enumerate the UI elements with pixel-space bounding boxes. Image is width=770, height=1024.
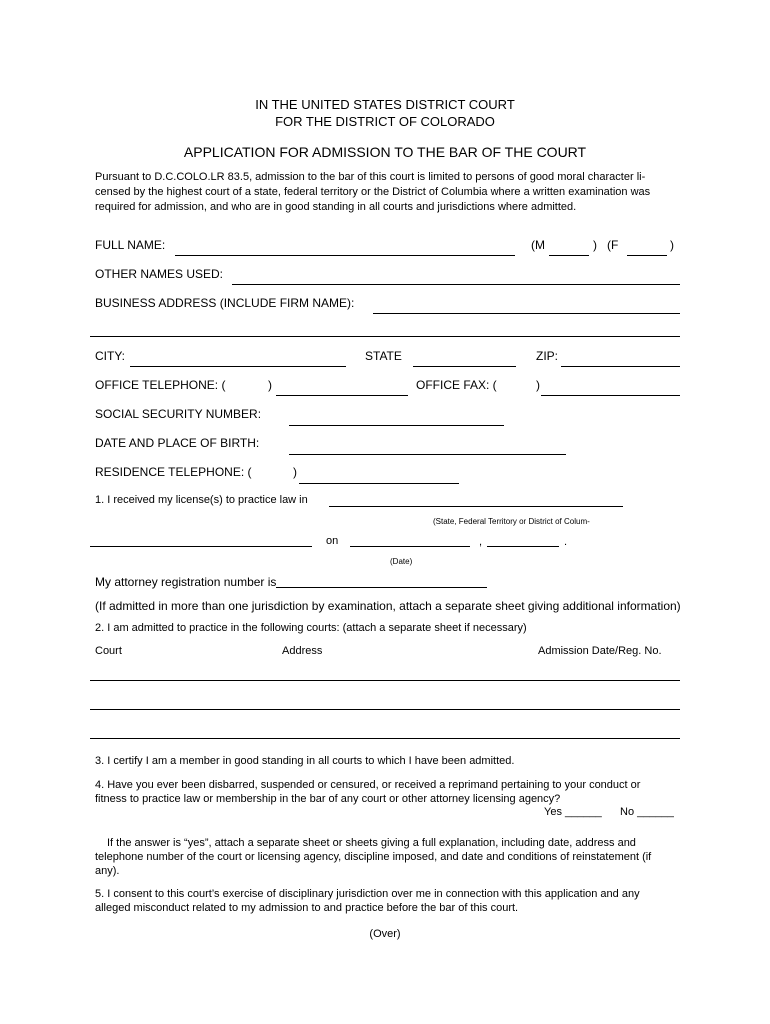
zip-label: ZIP: <box>536 349 559 363</box>
business-address-field[interactable] <box>373 313 680 314</box>
section4-line-1: 4. Have you ever been disbarred, suspended or censured, or received a reprimand pertaining to your conduct or <box>95 779 641 791</box>
f-field[interactable] <box>627 255 667 256</box>
business-address-label: BUSINESS ADDRESS (INCLUDE FIRM NAME): <box>95 296 355 310</box>
section5-line-2: alleged misconduct related to my admission to and practice before the bar of this court. <box>95 902 519 914</box>
registration-label: My attorney registration number is <box>95 575 277 589</box>
date-caption: (Date) <box>390 557 413 566</box>
ssn-field[interactable] <box>289 425 504 426</box>
residence-telephone-label: RESIDENCE TELEPHONE: ( <box>95 465 252 479</box>
date-comma: , <box>479 536 483 548</box>
f-label: (F <box>607 238 619 252</box>
courts-row-3[interactable] <box>90 738 680 739</box>
other-names-label: OTHER NAMES USED: <box>95 267 224 281</box>
section2-courts-text: 2. I am admitted to practice in the following courts: (attach a separate sheet if necessary) <box>95 622 527 634</box>
courts-row-1[interactable] <box>90 680 680 681</box>
section5-line-1: 5. I consent to this court’s exercise of disciplinary jurisdiction over me in connection with this application and any <box>95 888 640 900</box>
office-telephone-close: ) <box>268 378 272 392</box>
other-names-field[interactable] <box>232 284 680 285</box>
full-name-field[interactable] <box>175 255 515 256</box>
residence-telephone-close: ) <box>293 465 297 479</box>
court-heading-line1: IN THE UNITED STATES DISTRICT COURT <box>255 97 515 112</box>
column-address: Address <box>282 645 323 657</box>
license-jurisdiction-field[interactable] <box>329 506 623 507</box>
state-caption: (State, Federal Territory or District of Colum- <box>433 517 590 526</box>
column-court: Court <box>95 645 122 657</box>
business-address-field-2[interactable] <box>90 336 680 337</box>
office-fax-close: ) <box>536 378 540 392</box>
office-telephone-field[interactable] <box>276 395 408 396</box>
section4-line-2: fitness to practice law or membership in the bar of any court or other attorney licensing agency? <box>95 793 561 805</box>
license-date-month-field[interactable] <box>350 546 470 547</box>
residence-telephone-field[interactable] <box>299 483 459 484</box>
explanation-line-2: telephone number of the court or licensing agency, discipline imposed, and date and conditions of reinstatement (if <box>95 851 652 863</box>
ssn-label: SOCIAL SECURITY NUMBER: <box>95 407 262 421</box>
section3-certify-text: 3. I certify I am a member in good standing in all courts to which I have been admitted. <box>95 755 515 767</box>
zip-field[interactable] <box>561 366 680 367</box>
yes-field[interactable]: Yes ______ <box>544 806 602 818</box>
section1-license-text: 1. I received my license(s) to practice law in <box>95 494 308 506</box>
license-date-year-field[interactable] <box>487 546 559 547</box>
multiple-jurisdiction-note: (If admitted in more than one jurisdiction by examination, attach a separate sheet giving additional information) <box>95 599 681 613</box>
no-field[interactable]: No ______ <box>620 806 674 818</box>
form-title: APPLICATION FOR ADMISSION TO THE BAR OF THE COURT <box>183 144 587 160</box>
city-label: CITY: <box>95 349 126 363</box>
over-note: (Over) <box>369 928 401 940</box>
m-field[interactable] <box>549 255 589 256</box>
m-label: (M <box>531 238 545 252</box>
full-name-label: FULL NAME: <box>95 238 166 252</box>
on-label: on <box>326 535 339 547</box>
dob-label: DATE AND PLACE OF BIRTH: <box>95 436 260 450</box>
license-jurisdiction-field-2[interactable] <box>90 546 312 547</box>
city-field[interactable] <box>130 366 346 367</box>
m-close: ) <box>593 238 597 252</box>
state-label: STATE <box>365 349 402 363</box>
office-fax-label: OFFICE FAX: ( <box>416 378 497 392</box>
dob-field[interactable] <box>289 454 566 455</box>
intro-line-3: required for admission, and who are in good standing in all courts and jurisdictions where admitted. <box>95 201 577 213</box>
explanation-line-3: any). <box>95 865 120 877</box>
registration-number-field[interactable] <box>276 587 487 588</box>
f-close: ) <box>670 238 674 252</box>
column-admission-date: Admission Date/Reg. No. <box>538 645 662 657</box>
office-telephone-label: OFFICE TELEPHONE: ( <box>95 378 226 392</box>
court-heading-line2: FOR THE DISTRICT OF COLORADO <box>275 114 495 129</box>
date-period: . <box>564 536 568 548</box>
explanation-line-1: If the answer is “yes”, attach a separate sheet or sheets giving a full explanation, including date, address and <box>107 837 636 849</box>
state-field[interactable] <box>413 366 516 367</box>
office-fax-field[interactable] <box>541 395 680 396</box>
courts-row-2[interactable] <box>90 709 680 710</box>
intro-line-1: Pursuant to D.C.COLO.LR 83.5, admission to the bar of this court is limited to persons of good moral character li- <box>95 171 646 183</box>
intro-line-2: censed by the highest court of a state, federal territory or the District of Columbia where a written examination was <box>95 186 651 198</box>
